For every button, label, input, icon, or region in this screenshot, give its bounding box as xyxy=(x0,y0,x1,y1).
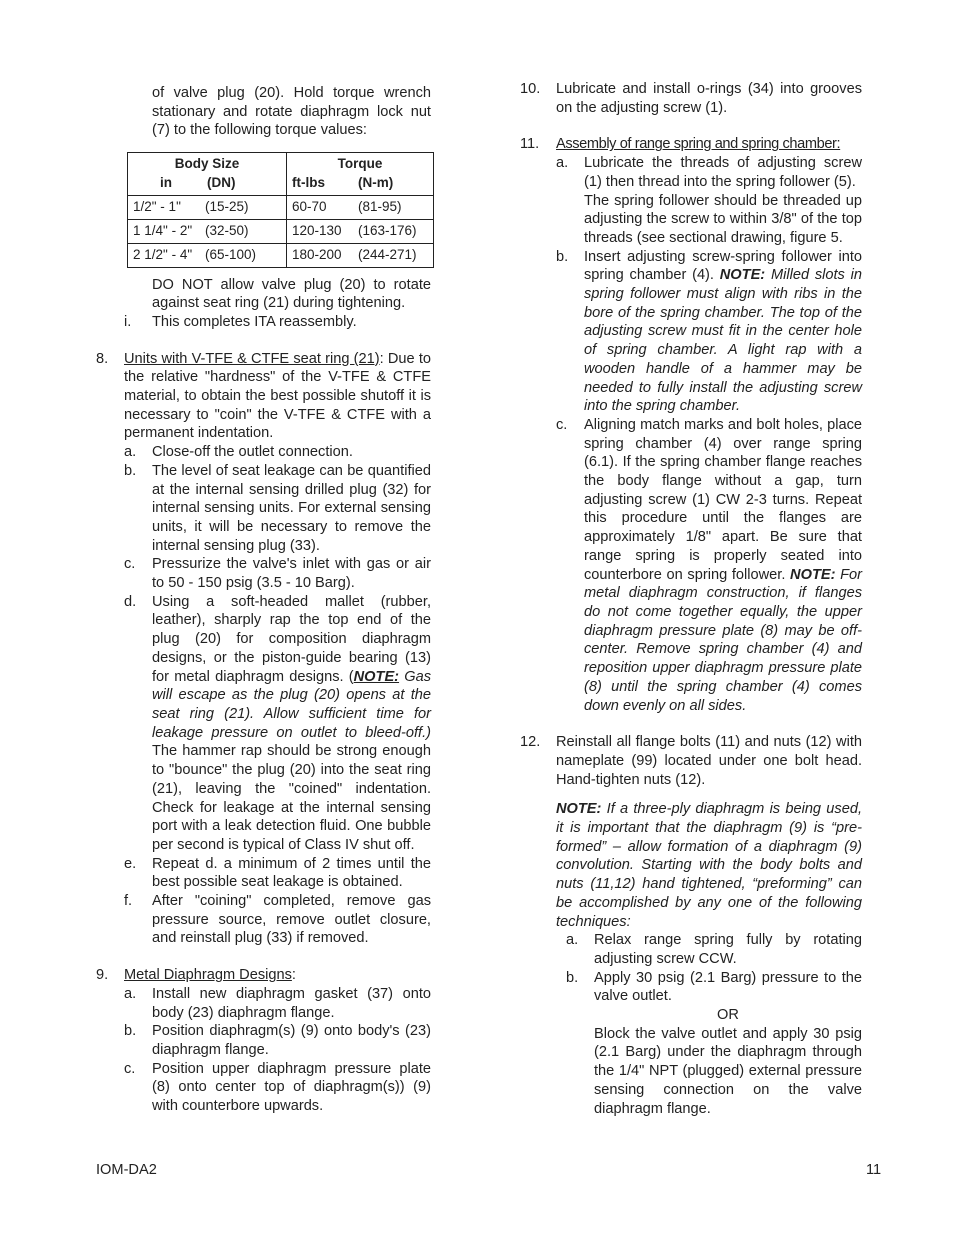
note-label: NOTE: xyxy=(353,668,400,685)
note-label: NOTE: xyxy=(556,801,602,818)
section-12: 12. Reinstall all flange bolts (11) and nuts (12) with nameplate (99) located under one bolt head. Hand-tighten nuts (12). NOTE: If a three-ply diaphragm is being used, it is important that the diaphragm (9) is “pre-formed” – allow formation of a diaphragm (9) convolution. Starting with the body bolts and nuts (11,12) hand tightened, “preforming” can be accomplished by any one of the following techniques: a. Relax range spring fully by rotating adjusting screw CCW. b. Apply 30 psig (2.1 Barg) pressure to the valve outlet. OR Block the valve outlet and apply 30 psig (2.1 Barg) under the diaphragm through the 1/4" NPT (plugged) external pressure sensing connection on the valve diaphragm flange. xyxy=(520,734,862,1117)
section-10: 10. Lubricate and install o-rings (34) into grooves on the adjusting screw (1). xyxy=(520,81,862,116)
table-header-row xyxy=(128,153,434,195)
step-8b: b. The level of seat leakage can be quantified at the internal sensing drilled plug (32) for internal sensing units. For external sensing units, it will be necessary to remove the internal sensing plug (33). xyxy=(124,462,431,554)
table-row: 1 1/4" - 2" (32-50) 120-130 (163-176) xyxy=(128,219,434,243)
or-separator: OR xyxy=(717,1007,739,1024)
step-9a: a. Install new diaphragm gasket (37) onto body (23) diaphragm flange. xyxy=(124,985,431,1021)
section-9: 9. Metal Diaphragm Designs: a. Install new diaphragm gasket (37) onto body (23) diaphragm flange. b. Position diaphragm(s) (9) onto body's (23) diaphragm flange. c. Position upper diaphragm pressure plate (8) onto center top of diaphragm(s)) (9) with counterbore upwards. xyxy=(96,967,431,1115)
section-8-title: Units with V-TFE & CTFE seat ring (21) xyxy=(124,350,380,367)
step-9b: b. Position diaphragm(s) (9) onto body's (23) diaphragm flange. xyxy=(124,1023,431,1058)
step-8a: a. Close-off the outlet connection. xyxy=(124,444,353,461)
section-11-title: Assembly of range spring and spring chamber: xyxy=(556,136,841,153)
step-11b: b. Insert adjusting screw-spring follower into spring chamber (4). NOTE: Milled slots in spring follower must align with ribs in the bore of the spring chamber. The top of the adjusting screw must fit in the center hole of spring chamber. A light rap with a wooden handle of a hammer may be needed to fully install the adjusting screw into the spring chamber. xyxy=(556,248,862,415)
step-11a: a. Lubricate the threads of adjusting screw (1) then thread into the spring follower (5). The spring follower should be threaded up adjusting the screw to within 3/8" of the top threads (see sectional drawing, figure 5. xyxy=(556,155,862,246)
section-9-title: Metal Diaphragm Designs xyxy=(124,967,292,984)
technique-a: a. Relax range spring fully by rotating adjusting screw CCW. xyxy=(566,932,862,967)
technique-b: b. Apply 30 psig (2.1 Barg) pressure to the valve outlet. OR Block the valve outlet and apply 30 psig (2.1 Barg) under the diaphragm through the 1/4" NPT (plugged) external pressure sensing connection on the valve diaphragm flange. xyxy=(566,969,862,1117)
torque-table xyxy=(127,152,434,267)
step-8e: e. Repeat d. a minimum of 2 times until the best possible seat leakage is obtained. xyxy=(124,855,431,891)
note-label: NOTE: xyxy=(790,566,836,583)
table-row: 2 1/2" - 4" (65-100) 180-200 (244-271) xyxy=(128,243,434,267)
step-8f: f. After "coining" completed, remove gas pressure source, remove outlet closure, and reinstall plug (33) if removed. xyxy=(124,893,431,947)
left-column xyxy=(96,84,431,1116)
section-8: 8. Units with V-TFE & CTFE seat ring (21): Due to the relative "hardness" of the V-TFE & CTFE material, to obtain the best possible shutoff it is necessary to "coin" the V-TFE & CTFE with a permanent indentation. a. Close-off the outlet connection. b. The level of seat leakage can be quantified at the internal sensing drilled plug (32) for internal sensing units. For external sensing units, it will be necessary to remove the internal sensing plug (33). c. Pressurize the valve's inlet with gas or air to 50 - 150 psig (3.5 - 10 Barg). d. Using a soft-headed mallet (rubber, leather), sharply rap the top end of the plug (20) for composition diaphragm designs, or the piston-guide bearing (13) for metal diaphragm designs. (NOTE: Gas will escape as the plug (20) opens at the seat ring (21). Allow sufficient time for leakage pressure on outlet to bleed-off.) The hammer rap should be strong enough to "bounce" the plug (20) into the seat ring (21), leaving the "coined" indentation. Check for leakage at the internal sensing port with a leak detection fluid. One bubble per second is typical of Class IV shut off. e. Repeat d. a minimum of 2 times until the best possible seat leakage is obtained. f. After "coining" completed, remove gas pressure source, remove outlet closure, and reinstall plug (33) if removed. xyxy=(96,350,431,947)
body-size-header: Body Size in (DN) xyxy=(128,153,287,195)
step-9c: c. Position upper diaphragm pressure plate (8) onto center top of diaphragm(s)) (9) with counterbore upwards. xyxy=(124,1060,431,1115)
document-id: IOM-DA2 xyxy=(96,1162,157,1178)
step-8c: c. Pressurize the valve's inlet with gas or air to 50 - 150 psig (3.5 - 10 Barg). xyxy=(124,556,431,592)
rotation-warning: DO NOT allow valve plug (20) to rotate against seat ring (21) during tightening. xyxy=(152,276,431,312)
right-column xyxy=(520,80,862,1118)
section-11: 11. Assembly of range spring and spring chamber: a. Lubricate the threads of adjusting screw (1) then thread into the spring follower (5). The spring follower should be threaded up adjusting the screw to within 3/8" of the top threads (see sectional drawing, figure 5. b. Insert adjusting screw-spring follower into spring chamber (4). NOTE: Milled slots in spring follower must align with ribs in the bore of the spring chamber. The top of the adjusting screw must fit in the center hole of spring chamber. A light rap with a wooden handle of a hammer may be needed to fully install the adjusting screw into the spring chamber. c. Aligning match marks and bolt holes, place spring chamber (4) over range spring (6.1). If the spring chamber flange reaches the body flange without a gap, turn adjusting screw (1) CW 2-3 turns. Repeat this procedure until the flanges are approximately 1/8" apart. Be sure that range spring is properly seated into counterbore on spring follower. NOTE: For metal diaphragm construction, if flanges do not come together equally, the upper diaphragm pressure plate (8) may be off-center. Remove spring chamber (4) and reposition upper diaphragm pressure plate (8) until the spring chamber (4) comes down evenly on all sides. xyxy=(520,136,863,714)
torque-intro: of valve plug (20). Hold torque wrench stationary and rotate diaphragm lock nut (7) to the following torque values: xyxy=(152,85,431,139)
torque-header: Torque ft-lbs (N-m) xyxy=(287,153,434,195)
step-8d: d. Using a soft-headed mallet (rubber, leather), sharply rap the top end of the plug (20) for composition diaphragm designs, or the piston-guide bearing (13) for metal diaphragm designs. (NOTE: Gas will escape as the plug (20) opens at the seat ring (21). Allow sufficient time for leakage pressure on outlet to bleed-off.) The hammer rap should be strong enough to "bounce" the plug (20) into the seat ring (21), leaving the "coined" indentation. Check for leakage at the internal sensing port with a leak detection fluid. One bubble per second is typical of Class IV shut off. xyxy=(124,593,431,853)
note-label: NOTE: xyxy=(719,267,766,284)
step-i: i. This completes ITA reassembly. xyxy=(124,313,357,330)
page-number: 11 xyxy=(866,1162,882,1178)
table-row: 1/2" - 1" (15-25) 60-70 (81-95) xyxy=(128,195,434,219)
step-11c: c. Aligning match marks and bolt holes, place spring chamber (4) over range spring (6.1). If the spring chamber flange reaches the body flange without a gap, turn adjusting screw (1) CW 2-3 turns. Repeat this procedure until the flanges are approximately 1/8" apart. Be sure that range spring is properly seated into counterbore on spring follower. NOTE: For metal diaphragm construction, if flanges do not come together equally, the upper diaphragm pressure plate (8) may be off-center. Remove spring chamber (4) and reposition upper diaphragm pressure plate (8) until the spring chamber (4) comes down evenly on all sides. xyxy=(556,416,863,714)
